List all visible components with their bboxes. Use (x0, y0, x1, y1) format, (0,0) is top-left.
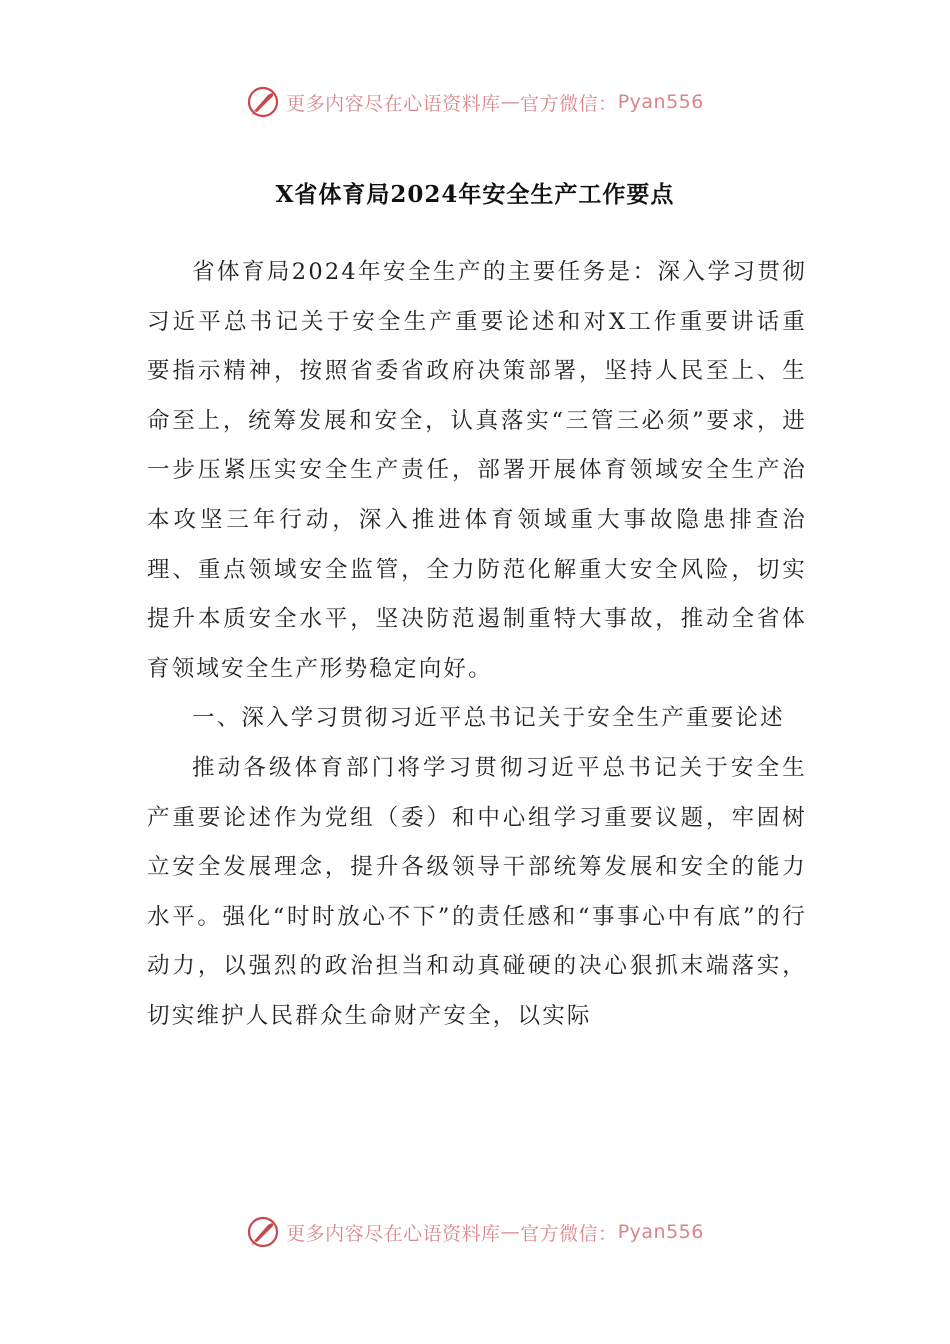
watermark-site-text: 更多内容尽在心语资料库 (286, 92, 501, 115)
section-heading-1: 一、深入学习贯彻习近平总书记关于安全生产重要论述 (192, 705, 785, 732)
watermark-wechat-id: Pyan556 (617, 1221, 704, 1243)
quill-pen-logo-icon (246, 85, 280, 119)
watermark-wechat-label: 官方微信： (520, 92, 618, 115)
document-title: X省体育局2024年安全生产工作要点 (275, 181, 675, 208)
document-body (147, 248, 807, 1042)
paragraph-intro: 省体育局2024年安全生产的主要任务是：深入学习贯彻习近平总书记关于安全生产重要论述和对X工作重要讲话重要指示精神，按照省委省政府决策部署，坚持人民至上、生命至上，统筹发展和安全，认真落实“三管三必须”要求，进一步压紧压实安全生产责任，部署开展体育领域安全生产治本攻坚三年行动，深入推进体育领域重大事故隐患排查治理、重点领域安全监管，全力防范化解重大安全风险，切实提升本质安全水平，坚决防范遏制重特大事故，推动全省体育领域安全生产形势稳定向好。 (147, 259, 807, 682)
watermark-wechat-id: Pyan556 (617, 91, 704, 113)
watermark-separator: — (500, 1221, 521, 1243)
footer-watermark (0, 1212, 950, 1252)
paragraph-section-1: 推动各级体育部门将学习贯彻习近平总书记关于安全生产重要论述作为党组（委）和中心组学习重要议题，牢固树立安全发展理念，提升各级领导干部统筹发展和安全的能力水平。强化“时时放心不下”的责任感和“事事心中有底”的行动力，以强烈的政治担当和动真碰硬的决心狠抓末端落实，切实维护人民群众生命财产安全，以实际 (147, 754, 807, 1029)
quill-pen-logo-icon (246, 1215, 280, 1249)
watermark-site-text: 更多内容尽在心语资料库 (286, 1222, 501, 1245)
header-watermark (0, 82, 950, 122)
watermark-wechat-label: 官方微信： (520, 1222, 618, 1245)
watermark-separator: — (500, 91, 521, 113)
